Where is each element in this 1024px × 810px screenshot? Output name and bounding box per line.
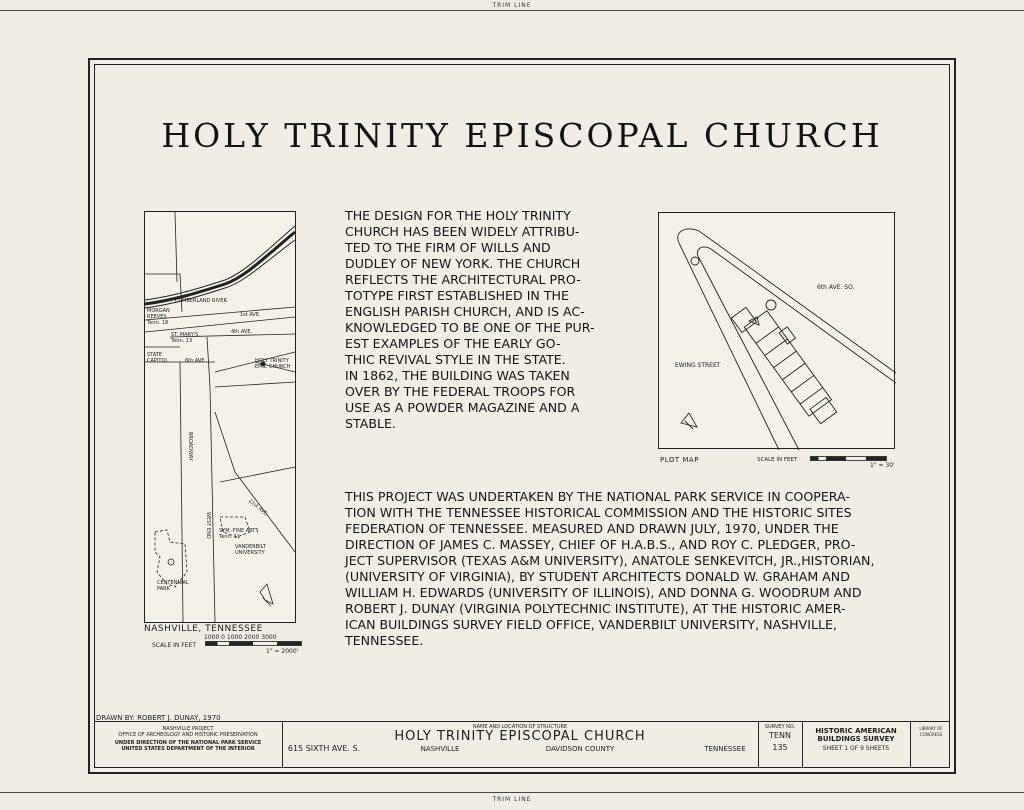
nashville-project: NASHVILLE PROJECT	[162, 726, 214, 732]
title-block-divider	[282, 721, 283, 768]
structure-address: 615 SIXTH AVE. S.	[287, 744, 361, 753]
location-map-caption: NASHVILLE, TENNESSEE	[144, 624, 263, 634]
title-block-divider	[910, 721, 911, 768]
map-label-ewing-street: EWING STREET	[675, 362, 721, 369]
structure-state: TENNESSEE	[704, 745, 746, 753]
plot-map-scale-label: SCALE IN FEET	[757, 457, 798, 463]
map-label-broadway: BROADWAY	[187, 432, 193, 461]
project-credits-paragraph: THIS PROJECT WAS UNDERTAKEN BY THE NATIONAL PARK SERVICE IN COOPERA- TION WITH THE TENNESSEE HISTORICAL COMMISSION AND THE HISTORIC SITES FEDERATION OF TENNESSEE. MEASURED AND DRAWN JULY, 1970, UNDER THE DIRECTION OF JAMES C. MASSEY, CHIEF OF H.A.B.S., AND ROY C. PLEDGER, PRO- JECT SUPERVISOR (TEXAS A&M UNIVERSITY), ANATOLE SENKEVITCH, JR.,HISTORIAN, (UNIVERSITY OF VIRGINIA), BY STUDENT ARCHITECTS DONALD W. GRAHAM AND WILLIAM H. EDWARDS (UNIVERSITY OF ILLINOIS), AND DONNA G. WOODRUM AND ROBERT J. DUNAY (VIRGINIA POLYTECHNIC INSTITUTE), AT THE HISTORIC AMER- ICAN BUILDINGS SURVEY FIELD OFFICE, VANDERBILT UNIVERSITY, NASHVILLE, TENNESSEE.	[345, 489, 875, 648]
history-paragraph: THE DESIGN FOR THE HOLY TRINITY CHURCH HAS BEEN WIDELY ATTRIBU- TED TO THE FIRM OF WILLS AND DUDLEY OF NEW YORK. THE CHURCH REFLECTS THE ARCHITECTURAL PRO- TOTYPE FIRST ESTABLISHED IN THE ENGLISH PARISH CHURCH, AND IS AC- KNOWLEDGED TO BE ONE OF THE PUR- EST EXAMPLES OF THE EARLY GO- THIC REVIVAL STYLE IN THE STATE. IN 1862, THE BUILDING WAS TAKEN OVER BY THE FEDERAL TROOPS FOR USE AS A POWDER MAGAZINE AND A STABLE.	[345, 208, 595, 431]
map-label-sixth-ave-so: 6th AVE. SO.	[817, 284, 855, 291]
structure-name: HOLY TRINITY EPISCOPAL CHURCH	[394, 729, 646, 744]
survey-label: SURVEY NO.	[764, 724, 796, 730]
nps-direction: UNDER DIRECTION OF THE NATIONAL PARK SERVICE	[114, 740, 262, 746]
location-map-drawing	[145, 212, 297, 624]
survey-state: TENN	[769, 731, 791, 740]
trim-line-label-bottom: TRIM LINE	[492, 796, 532, 803]
location-map-scale-numbers: 1000 0 1000 2000 3000	[204, 634, 277, 641]
drawn-by: DRAWN BY: ROBERT J. DUNAY, 1970	[96, 714, 221, 722]
sheet-title: HOLY TRINITY EPISCOPAL CHURCH	[161, 116, 883, 155]
map-label-first-ave: 1st AVE.	[240, 312, 261, 318]
map-label-centennial-park: CENTENNIAL PARK	[157, 580, 189, 592]
map-label-21st-ave: 21st AVE.	[247, 498, 270, 518]
map-label-morgan-reeves: MORGAN REEVES Tenn. 18	[147, 308, 170, 326]
map-label-fourth-ave: 4th AVE.	[231, 329, 253, 335]
trim-line-bottom	[0, 792, 1024, 793]
location-map-scale-bar	[205, 641, 305, 647]
office-of-archeology: OFFICE OF ARCHEOLOGY AND HISTORIC PRESERVATION	[118, 732, 258, 738]
structure-city: NASHVILLE	[420, 745, 460, 753]
habs-line-2: BUILDINGS SURVEY	[817, 735, 895, 743]
habs-line-1: HISTORIC AMERICAN	[815, 727, 897, 735]
structure-county: DAVIDSON COUNTY	[545, 745, 615, 753]
plot-map-caption: PLOT MAP	[660, 456, 699, 464]
library-stamp: LIBRARY OF CONGRESS	[919, 726, 943, 737]
map-label-sixth-ave: 6th AVE.	[185, 358, 207, 364]
plot-map-scale-ratio: 1" = 30'	[870, 462, 895, 469]
trim-line-label-top: TRIM LINE	[492, 2, 532, 9]
map-label-vanderbilt: VANDERBILT UNIVERSITY	[235, 544, 266, 556]
trim-line-top	[0, 10, 1024, 11]
map-label-holy-trinity: HOLY TRINITY EPIS. CHURCH	[255, 358, 291, 370]
map-label-river: CUMBERLAND RIVER	[175, 298, 228, 304]
map-label-fine-arts: SYM.-FINE ARTS Tenn. 11	[219, 528, 259, 540]
map-label-state-capitol: STATE CAPITOL	[147, 352, 169, 364]
survey-number: 135	[772, 743, 788, 752]
structure-label: NAME AND LOCATION OF STRUCTURE	[472, 724, 568, 730]
location-map-scale-ratio: 1" = 2000'	[266, 648, 299, 655]
sheet-number: SHEET 1 OF 9 SHEETS	[822, 745, 890, 752]
location-map-scale-label: SCALE IN FEET	[152, 642, 197, 649]
plot-map	[658, 212, 895, 449]
location-map	[144, 211, 296, 623]
department-interior: UNITED STATES DEPARTMENT OF THE INTERIOR	[121, 746, 255, 752]
map-label-west-end: WEST END	[205, 512, 211, 539]
plot-map-drawing	[659, 213, 896, 450]
map-label-st-marys: ST. MARY'S Tenn. 13	[171, 332, 199, 344]
